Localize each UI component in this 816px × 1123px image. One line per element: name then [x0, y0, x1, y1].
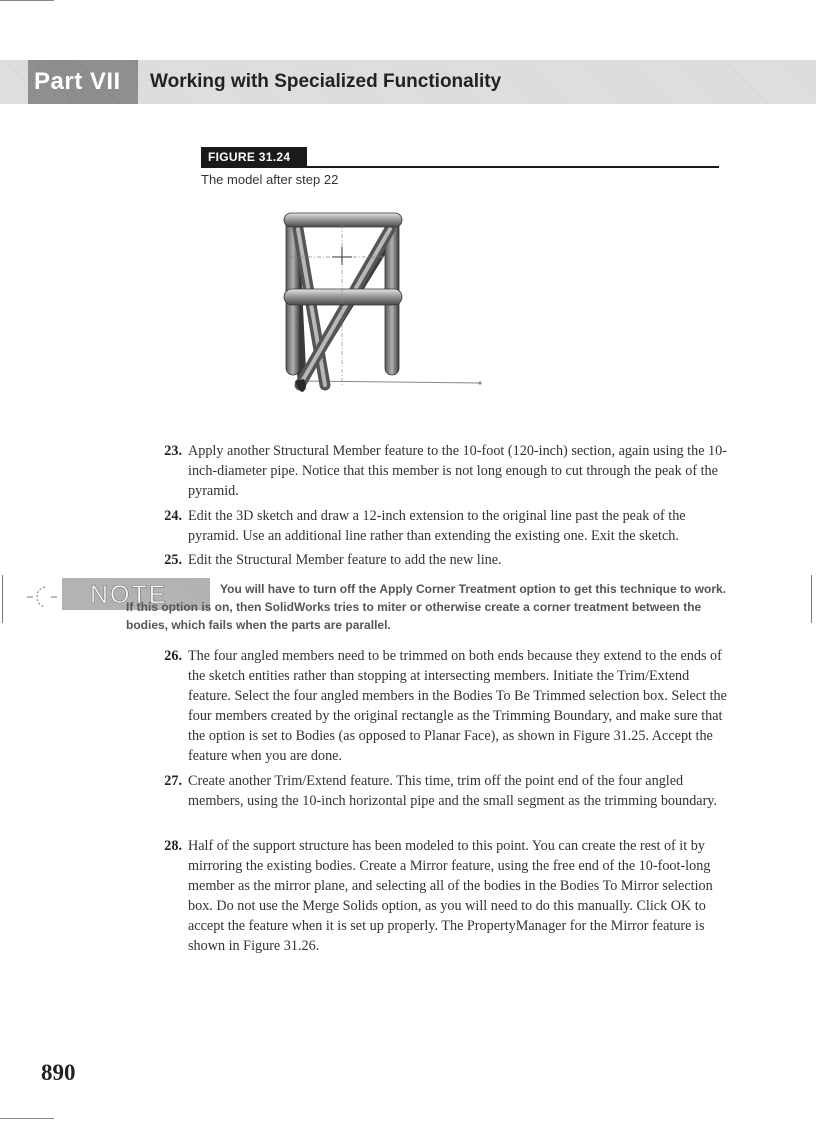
- part-title: Working with Specialized Functionality: [150, 71, 502, 92]
- crop-mark-top: [0, 0, 54, 1]
- note-text: You will have to turn off the Apply Corner Treatment option to get this technique to work. If this option is on, then SolidWorks tries to miter or otherwise create a corner treatment between the bodies, which fails when the parts are parallel.: [126, 582, 727, 632]
- step-number: 23.: [164, 443, 182, 459]
- note-label: NOTE: [90, 581, 168, 609]
- figure-label: FIGURE 31.24: [201, 147, 307, 167]
- figure-caption: The model after step 22: [201, 172, 339, 187]
- step-number: 25.: [164, 552, 182, 568]
- step-number: 24.: [164, 508, 182, 524]
- step-text: Apply another Structural Member feature to the 10-foot (120-inch) section, again using the 10-inch-diameter pipe. Notice that this member is not long enough to cut through the peak of the pyramid.: [188, 443, 727, 499]
- step-number: 28.: [164, 838, 182, 854]
- step-26: [150, 646, 730, 766]
- edge-mark-right: [811, 575, 812, 623]
- step-text: Edit the Structural Member feature to add the new line.: [188, 552, 502, 568]
- figure-rule: [201, 166, 719, 168]
- step-28: [150, 836, 730, 956]
- step-text: Half of the support structure has been modeled to this point. You can create the rest of it by mirroring the existing bodies. Create a Mirror feature, using the free end of the 10-foot-long member as the mirror plane, and selecting all of the bodies in the Bodies To Mirror selection box. Do not use the Merge Solids option, as you will need to do this manually. Click OK to accept the feature when it is set up properly. The PropertyManager for the Mirror feature is shown in Figure 31.26.: [188, 838, 713, 954]
- step-number: 26.: [164, 648, 182, 664]
- step-text: Create another Trim/Extend feature. This time, trim off the point end of the four angled members, using the 10-inch horizontal pipe and the small segment as the trimming boundary.: [188, 773, 718, 809]
- step-text: Edit the 3D sketch and draw a 12-inch extension to the original line past the peak of the pyramid. Use an additional line rather than extending the existing one. Exit the sketch.: [188, 508, 686, 544]
- pyramid-model-image: [270, 205, 490, 405]
- step-number: 27.: [164, 773, 182, 789]
- step-24: [150, 506, 730, 546]
- step-25: [150, 550, 730, 570]
- page-number: 890: [41, 1060, 76, 1085]
- margin-icon: [27, 585, 67, 609]
- step-27: [150, 771, 730, 831]
- step-23: [150, 441, 730, 501]
- edge-mark-left: [2, 575, 3, 623]
- part-label: Part VII: [34, 68, 121, 95]
- crop-mark-bottom: [0, 1118, 54, 1119]
- step-text: The four angled members need to be trimmed on both ends because they extend to the ends of the sketch entities rather than stopping at intersecting members. Initiate the Trim/Extend feature. Select the four angled members in the Bodies To Be Trimmed selection box. Select the four members created by the original rectangle as the Trimming Boundary, and make sure that the option is set to Bodies (as opposed to Planar Face), as shown in Figure 31.25. Accept the feature when you are done.: [188, 648, 727, 764]
